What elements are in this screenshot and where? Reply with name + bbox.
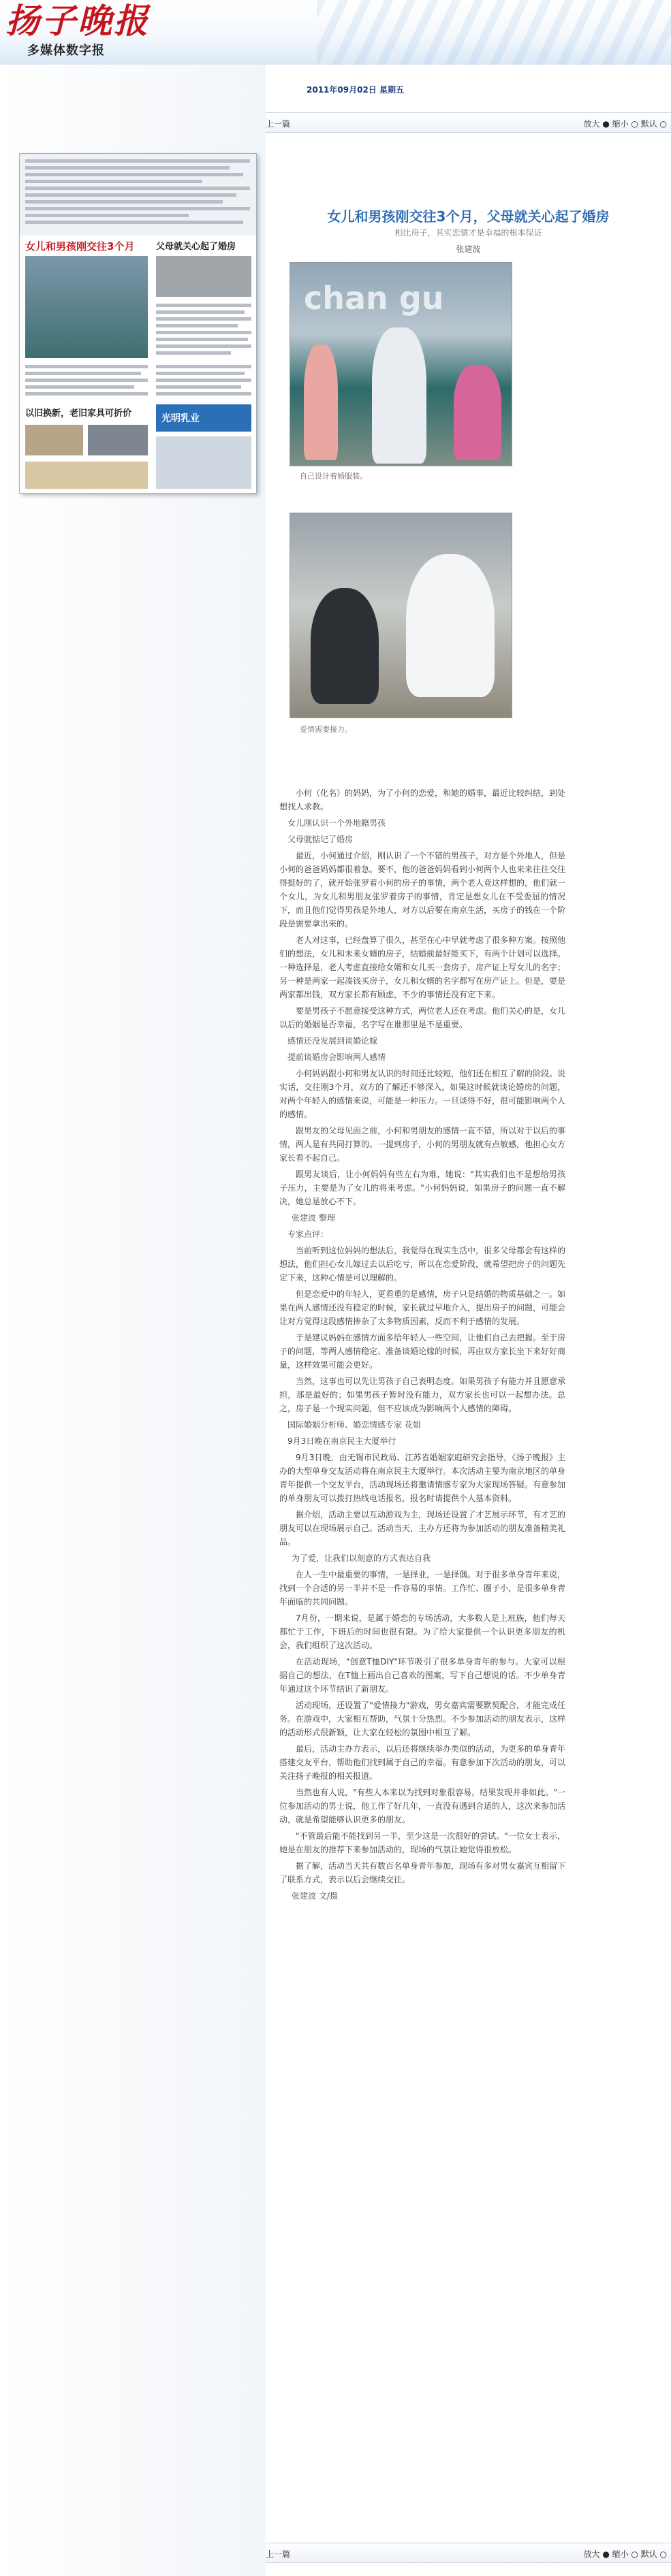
thumbnail-text-line	[25, 166, 230, 170]
article-paragraph: 9月3日晚，由无锡市民政局、江苏省婚姻家庭研究会指导，《扬子晚报》主办的大型单身交友活动将在南京民主大厦举行。本次活动主要为南京地区的单身青年提供一个交友平台，活动现场还将邀请情感专家为大家现场答疑。有意参加的单身朋友可以拨打热线电话报名，报名时请提供个人基本资料。	[279, 1453, 566, 1503]
article-paragraph: 老人对这事，已经盘算了很久，甚至在心中早就考虑了很多种方案。按照他们的想法，女儿和未来女婿的房子，结婚前最好能买下，有两个计划可以选择。一种选择是，老人考虑直接给女婿和女儿买一套房子，房产证上写女儿的名字；另一种是两家一起凑钱买房子，女儿和女婿的名字都写在房产证上。但是，要是两家都出钱，双方家长都有顾虑，不少的事情还没有定下来。	[279, 935, 566, 999]
article-signature: 为了爱，让我们以刻意的方式表达自我	[292, 1553, 431, 1563]
prev-article-link[interactable]: 上一篇	[266, 119, 291, 129]
zoom-controls[interactable]: 放大 ● 缩小 ○ 默认 ○	[583, 119, 667, 129]
article-paragraph: 最后，活动主办方表示，以后还将继续举办类似的活动，为更多的单身青年搭建交友平台，帮助他们找到属于自己的幸福。有意参加下次活动的朋友，可以关注扬子晚报的相关报道。	[279, 1744, 566, 1781]
thumbnail-ad-photo	[25, 425, 83, 455]
thumbnail-text-line	[25, 207, 250, 210]
article-paragraph: 于是建议妈妈在感情方面多给年轻人一些空间，让他们自己去把握。至于房子的问题，等两人感情稳定、准备谈婚论嫁的时候，再由双方家长坐下来好好商量，这样效果可能会更好。	[279, 1333, 566, 1370]
top-nav-bar	[266, 112, 671, 133]
article-body	[279, 786, 565, 1905]
article-subheading: 9月3日晚在南京民主大厦举行	[287, 1436, 396, 1446]
thumbnail-text-line	[25, 365, 148, 368]
photo-figure	[304, 344, 338, 460]
thumbnail-text-line	[156, 344, 251, 348]
article-paragraph: 小何妈妈跟小何和男友认识的时间还比较短，他们还在相互了解的阶段。说实话，交往刚3个月，双方的了解还不够深入，如果这时候就谈论婚房的问题，对两个年轻人的感情来说，可能是一种压力。一旦谈得不好，很可能影响两个人的感情。	[279, 1069, 566, 1119]
thumbnail-photo	[25, 256, 148, 358]
article-paragraph: 当然也有人说，"有些人本来以为找到对象很容易，结果发现并非如此。"一位参加活动的男士说，他工作了好几年，一直没有遇到合适的人，这次来参加活动，就是希望能够认识更多的朋友。	[279, 1788, 566, 1824]
article-panel	[266, 65, 671, 2576]
article-paragraph: 在活动现场，"创意T恤DIY"环节吸引了很多单身青年的参与。大家可以根据自己的想法，在T恤上画出自己喜欢的图案，写下自己想说的话。不少单身青年通过这个环节结识了新朋友。	[279, 1657, 565, 1694]
thumbnail-text-line	[156, 317, 251, 321]
thumbnail-headline-right[interactable]: 父母就关心起了婚房	[156, 242, 236, 252]
photo-2-caption: 爱情需要接力。	[300, 725, 352, 734]
article-subtitle: 相比房子，其实恋情才是幸福的根本保证	[394, 228, 542, 238]
thumbnail-text-line	[156, 331, 251, 334]
thumbnail-text-line	[25, 392, 148, 396]
article-paragraph: 当然，这事也可以先让男孩子自己表明态度。如果男孩子有能力并且愿意承担，那是最好的；如果男孩子暂时没有能力，双方家长也可以一起想办法。总之，房子是一个现实问题，但不应该成为影响两个人感情的障碍。	[279, 1376, 566, 1413]
article-paragraph: 当前听到这位妈妈的想法后，我觉得在现实生活中，很多父母都会有这样的想法，他们担心女儿嫁过去以后吃亏，所以在恋爱阶段，就希望把房子的问题先定下来，这种心情是可以理解的。	[279, 1246, 566, 1283]
article-paragraph: 据了解，活动当天共有数百名单身青年参加，现场有多对男女嘉宾互相留下了联系方式，表示以后会继续交往。	[279, 1861, 566, 1884]
thumbnail-ad-photo	[156, 436, 251, 489]
site-subtitle: 多媒体数字报	[27, 44, 105, 58]
article-subheading: 国际婚姻分析师、婚恋情感专家 花姐	[287, 1420, 421, 1430]
site-header	[0, 0, 671, 65]
thumbnail-text-line	[156, 372, 245, 375]
article-paragraph: 据介绍，活动主要以互动游戏为主，现场还设置了才艺展示环节，有才艺的朋友可以在现场展示自己。活动当天，主办方还将为参加活动的朋友准备精美礼品。	[279, 1510, 566, 1547]
article-title: 女儿和男孩刚交往3个月，父母就关心起了婚房	[327, 208, 610, 225]
article-paragraph: 在人一生中最重要的事情，一是择业，一是择偶。对于很多单身青年来说，找到一个合适的另一半并不是一件容易的事情。工作忙、圈子小，是很多单身青年面临的共同问题。	[279, 1570, 566, 1607]
photo-backdrop-lettering: chan gu	[304, 280, 444, 317]
photo-figure	[406, 554, 495, 697]
left-panel	[0, 65, 266, 2576]
article-photo-2	[290, 513, 512, 718]
thumbnail-text-line	[25, 180, 202, 183]
thumbnail-text-line	[156, 392, 251, 396]
photo-figure	[372, 327, 426, 464]
thumbnail-text-line	[25, 372, 141, 375]
article-signature: 张建波 文/摄	[292, 1891, 338, 1901]
article-paragraph: 要是男孩子不愿意接受这种方式，两位老人还在考虑。他们关心的是，女儿以后的婚姻是否幸福，名字写在谁那里是不是重要。	[279, 1006, 566, 1029]
thumbnail-ad-photo	[88, 425, 148, 455]
page-thumbnail[interactable]	[19, 153, 257, 494]
zoom-controls[interactable]: 放大 ● 缩小 ○ 默认 ○	[583, 2549, 667, 2559]
thumbnail-text-line	[156, 365, 251, 368]
article-signature: 张建波 整理	[292, 1213, 335, 1223]
thumbnail-text-line	[156, 379, 251, 382]
prev-article-link[interactable]: 上一篇	[266, 2549, 291, 2559]
thumbnail-text-line	[25, 159, 250, 163]
thumbnail-text-line	[25, 221, 243, 224]
article-author: 张建波	[456, 244, 481, 254]
article-subheading: 提前谈婚房会影响两人感情	[287, 1052, 386, 1062]
thumbnail-text-line	[25, 200, 223, 204]
thumbnail-text-line	[25, 385, 134, 389]
thumbnail-text-line	[156, 310, 245, 314]
article-paragraph: 跟男友谈后，让小何妈妈有些左右为难，她说："其实我们也不是想给男孩子压力，主要是为了女儿的将来考虑。"小何妈妈说，如果房子的问题一直不解决，她总是放心不下。	[279, 1170, 565, 1206]
thumbnail-text-line	[156, 324, 238, 327]
thumbnail-text-line	[25, 214, 189, 217]
issue-date: 2011年09月02日 星期五	[307, 85, 404, 95]
article-paragraph: 活动现场，还设置了"爱情接力"游戏，男女嘉宾需要默契配合，才能完成任务。在游戏中，大家相互帮助，气氛十分热烈。不少参加活动的朋友表示，这样的活动形式很新颖，让大家在轻松的氛围中相互了解。	[279, 1701, 566, 1737]
thumbnail-text-line	[156, 304, 251, 307]
article-paragraph: 7月份，一期来说，是属于婚恋的专场活动，大多数人是上班族，他们每天都忙于工作，下班后的时间也很有限。为了给大家提供一个认识更多朋友的机会，我们组织了这次活动。	[279, 1613, 565, 1650]
thumbnail-ad-block[interactable]: 光明乳业	[156, 404, 251, 432]
thumbnail-text-line	[25, 379, 148, 382]
article-subheading: 女儿刚认识一个外地籍男孩	[287, 818, 386, 828]
thumbnail-text-line	[25, 187, 250, 190]
thumbnail-text-line	[156, 385, 241, 389]
photo-1-caption: 自己设计着婚服装。	[300, 472, 367, 481]
article-photo-1	[290, 262, 512, 466]
thumbnail-text-line	[156, 351, 231, 355]
article-subheading: 专家点评：	[287, 1229, 329, 1239]
thumbnail-text-line	[156, 338, 248, 341]
thumbnail-lower-headline[interactable]: 以旧换新，老旧家具可折价	[25, 408, 132, 419]
photo-figure	[311, 588, 379, 704]
thumbnail-text-line	[25, 193, 236, 197]
thumbnail-text-line	[25, 173, 243, 176]
article-paragraph: 小何（化名）的妈妈，为了小何的恋爱，和她的婚事，最近比较纠结，到处想找人求教。	[279, 788, 566, 811]
header-decoration	[317, 0, 671, 65]
article-paragraph: 跟男友的父母见面之前，小何和男朋友的感情一直不错，所以对于以后的事情，两人是有共同打算的。一提到房子，小何的男朋友就有点敏感，他担心女方家长看不起自己。	[279, 1126, 566, 1163]
article-paragraph: 最近，小何通过介绍，刚认识了一个不错的男孩子，对方是个外地人，但是小何的爸爸妈妈都很着急。要不，他的爸爸妈妈看到小何两个人也来来往往交往得挺好的了，就开始张罗着小何的房子的事情，两个老人竟这样想的，他们就一个女儿，为女儿和男朋友张罗着房子的事情，肯定是想女儿在不受委屈的情况下，而且他们觉得男孩是外地人，对方以后要在南京生活，买房子的钱在一个阶段是需要拿出来的。	[279, 851, 566, 929]
article-paragraph: 但是恋爱中的年轻人，更看重的是感情，房子只是结婚的物质基础之一。如果在两人感情还没有稳定的时候，家长就过早地介入，提出房子的问题，可能会让对方觉得这段感情掺杂了太多物质因素，反而不利于感情的发展。	[279, 1289, 566, 1326]
bottom-nav-bar	[266, 2543, 671, 2563]
article-subheading: 父母就惦记了婚房	[287, 835, 354, 844]
thumbnail-headline-left[interactable]: 女儿和男孩刚交往3个月	[25, 240, 135, 253]
thumbnail-ad-photo	[25, 462, 148, 489]
photo-figure	[454, 365, 501, 460]
site-logo[interactable]: 扬子晚报	[5, 1, 150, 41]
article-paragraph: "不管最后能不能找到另一半，至少这是一次很好的尝试。"一位女士表示，她是在朋友的推荐下来参加活动的，现场的气氛让她觉得很放松。	[279, 1831, 565, 1854]
article-subheading: 感情还没发展到谈婚论嫁	[287, 1036, 378, 1046]
thumbnail-photo	[156, 256, 251, 297]
